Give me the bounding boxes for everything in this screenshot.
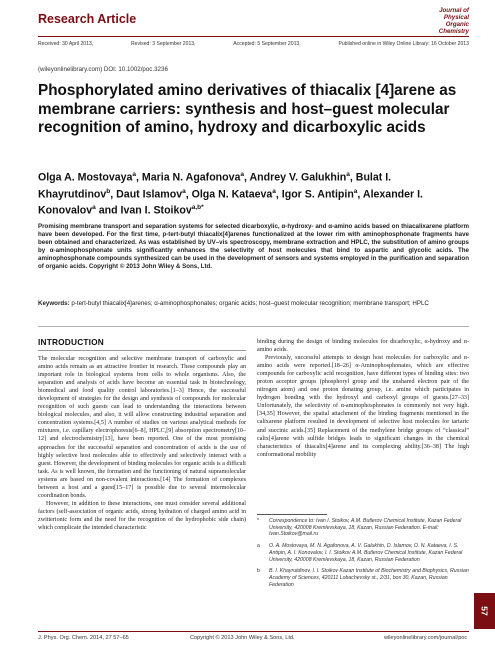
author-separator: , [185,188,192,201]
author-name[interactable]: Alexander I. Konovalov [38,188,423,217]
author-separator: , [110,188,117,201]
author-affiliation-mark: a [132,171,137,178]
author-separator: , [275,188,282,201]
body-paragraph: binding during the design of binding molecules for dicarboxylic, α-hydroxy and α-amino acids. [257,339,469,354]
author-name[interactable]: Daut Islamov [116,188,183,201]
author-affiliation-mark: a [182,187,186,195]
author-name[interactable]: Maria N. Agafonova [141,171,241,184]
abstract: Promising membrane transport and separation systems for selected dicarboxylic, α-hydroxy- and α-amino acids based on thiacalixarene platform have been developed. For the first time, p-tert-butyl thiacalix[4]arenes functionalized at the lower rim with aminophosphonate fragments have been obtained and characterized. As was established by UV–vis spectroscopy, membrane extraction and HPLC, the substitution of amino groups by α-aminophosphonate units significantly enhances the selectivity of host molecules that bind to aspartic and glycolic acids. The aminophosphonate compounds synthesized can be used in the development of sensors and systems employed in the purification and separation of organic acids. Copyright © 2013 John Wiley & Sons, Ltd. [38,223,469,271]
publication-dates [38,41,469,47]
body-paragraph: The molecular recognition and selective membrane transport of carboxylic and amino acids remain as an attractive frontier in research. These compounds play an important role in biological systems from cells to whole organisms. Also, the separation and analysis of acids have become an essential task in biotechnology, biomedical and food quality control laboratories.[1–3] Hence, the successful development of strategies for the design and synthesis of compounds for molecular recognition of such guests can lead to understanding the interactions between biological molecules, and also, it will allow constructing industrial separation and concentration systems.[4,5] A number of studies on various analytical methods for mixtures, i.e. capillary electrophoresis[6–8], HPLC,[9] absorption spectrometry[10–12] and electrochemistry[13], have been reported. One of the most promising approaches for the successful separation and concentration of acids is the use of highly selective host molecules able to effectively and selectively interact with a guest. However, the development of binding molecules for organic acids is a difficult task. As is well known, the formation and the functioning of natural supramolecular systems are based on non-covalent interactions.[14] The formation of complexes between a host and a guest[15–17] is possible due to several intermolecular coordination bonds. [38,356,246,499]
footnote-correspondence [257,518,469,538]
author-list [38,168,468,218]
author-separator: and [95,205,121,217]
footer-journal-link[interactable]: wileyonlinelibrary.com/journal/poc [384,635,468,641]
author-name[interactable]: Ivan I. Stoikov [120,205,192,217]
author-name[interactable]: Olga A. Mostovaya [38,171,133,184]
footer-rule [38,631,469,632]
footnote-text: B. I. Khayrutdinov, I. I. Stoikov Kazan Institute of Biochemistry and Biophysics, Russian Academy of Sciences, 420111 Lobachevsky st., 2/31, box 30, Kazan, Russian Federation [269,568,469,588]
footnote-affiliation-a [257,543,469,563]
section-heading-introduction: INTRODUCTION [38,337,105,347]
author-name[interactable]: Andrey V. Galukhin [249,171,347,184]
journal-logo[interactable] [417,7,469,35]
abstract-divider [38,326,469,327]
article-type-label: Research Article [38,12,137,26]
author-name[interactable]: Igor S. Antipin [281,188,354,201]
footnote-text: O. A. Mostovaya, M. N. Agafonova, A. V. Galukhin, D. Islamov, O. N. Kataeva, I. S. Antipin, A. I. Konovalov, I. I. Stoikov A.M. Butlerov Chemical Institute, Kazan Federal University, 420008 Kremlevskaya, 18, Kazan, Russian Federation [269,543,463,563]
author-affiliation-mark: a [353,187,358,195]
author-name[interactable]: Olga N. Kataeva [191,188,273,201]
author-name[interactable]: Bulat I. Khayrutdinov [38,171,392,201]
author-affiliation-mark: a [272,187,276,195]
keywords-label: Keywords: [38,300,70,307]
author-affiliation-mark: a [346,171,350,178]
footnote-mark: b [257,568,260,575]
footnote-affiliation-b [257,568,469,588]
received-date: Received: 30 April 2013, [38,41,94,47]
footnote-text: Correspondence to: Ivan I. Stoikov, A.M. Butlerov Chemical Institute, Kazan Federal University, 420008 Kremlevskaya, 18, Kazan, Russian Federation. E-mail: Ivan.Stoikov@mail.ru [269,518,462,538]
footnote-rule [257,514,327,515]
footer-journal-citation: J. Phys. Org. Chem. 2014, 27 57–65 [38,635,129,641]
footnotes [257,518,469,593]
keywords [38,300,469,308]
accepted-date: Accepted: 5 September 2013, [233,41,301,47]
author-affiliation-mark: b [106,187,111,195]
header-rule [38,36,469,37]
author-separator: , [357,188,363,201]
author-separator: , [349,171,356,184]
footnote-mark: a [257,543,260,550]
article-title: Phosphorylated amino derivatives of thiacalix [4]arene as membrane carriers: synthesis and host–guest molecular recognition of amino, hydroxy and dicarboxylic acids [38,82,457,136]
right-column [257,338,469,459]
doi-line[interactable]: (wileyonlinelibrary.com) DOI: 10.1002/poc.3236 [38,66,168,73]
footnote-mark: * [257,518,260,524]
body-paragraph: Previously, successful attempts to design host molecules for carboxylic and α-amino acids were reported.[18–26] α-Aminophosphonates, which are effective compounds for carboxylic acid recognition, have different types of binding sites: two proton acceptor groups (phosphoryl group and the unshared electron pair of the nitrogen atom) and one proton donating group, i.e. amine which participates in hydrogen bonding with the hydroxyl and carboxyl groups of guests.[27–33] Unfortunately, the selectivity of α-aminophosphonates is commonly not very high.[34,35] However, the spatial attachment of the binding fragments mentioned in the calixarene platform resulted in development of selective host molecules for tartaric and succinic acids.[35] Replacement of the methylene bridge groups of “classical” calix[4]arene with sulfide bridges leads to significant changes in the chemical characteristics of thiacalix[4]arene and its complexing ability.[36–38] The high conformational mobility [257,355,469,458]
published-date: Published online in Wiley Online Library: 16 October 2013 [338,41,469,47]
journal-logo-line-1: Journal of Physical [439,7,469,21]
journal-logo-line-2: Organic Chemistry [438,21,469,35]
section-heading-rule [38,350,246,351]
author-separator: , [244,171,250,184]
keywords-text: p-tert-butyl thiacalix[4]arenes; α-aminophosphonates; organic acids; host–guest molecular recognition; membrane transport; HPLC [71,300,429,307]
page-number: 57 [479,606,490,616]
revised-date: Revised: 3 September 2013, [130,41,196,47]
author-affiliation-mark: a [240,171,245,178]
author-separator: , [136,171,142,184]
author-affiliation-mark: a,b* [191,204,204,212]
author-affiliation-mark: a [92,204,96,212]
footer-copyright: Copyright © 2013 John Wiley & Sons, Ltd. [190,635,295,641]
left-column [38,355,246,532]
body-paragraph: However, in addition to these interactions, one must consider several additional factors (self-association of organic acids, strong hydration of charged amino acid in zwitterionic form and the need for the recognition of the hydrophobic side chain) which complicate the intended characteristic [38,500,246,531]
